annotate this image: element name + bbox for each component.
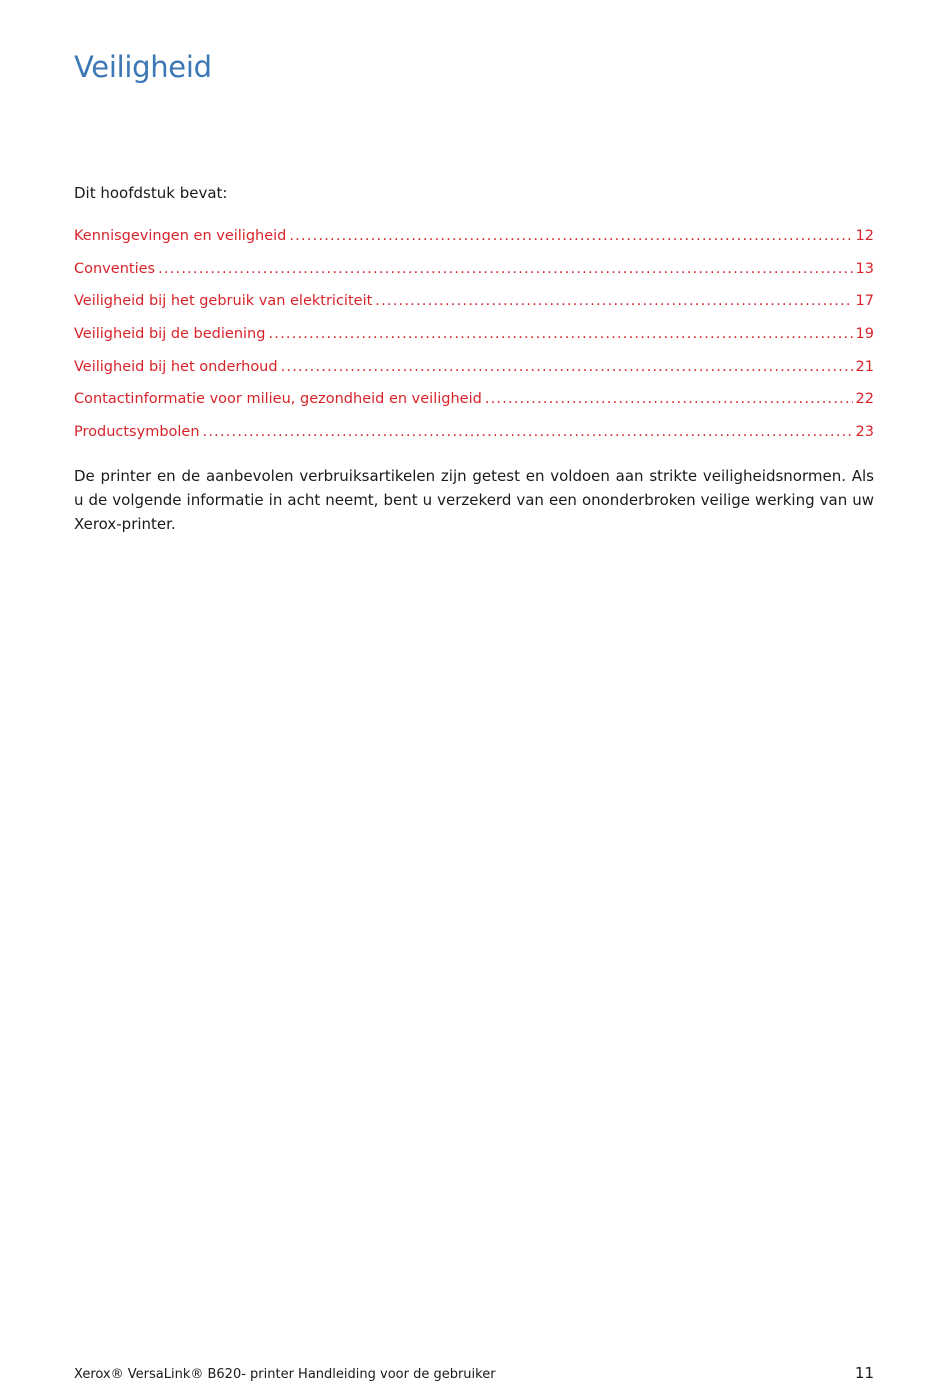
toc-entry-bediening[interactable] xyxy=(74,326,874,359)
toc-dot-leader xyxy=(203,424,853,440)
toc-entry-label: Conventies xyxy=(74,260,156,277)
toc-entry-productsymbolen[interactable] xyxy=(74,424,874,457)
footer-product-title: Xerox® VersaLink® B620- printer Handleiding voor de gebruiker xyxy=(74,1367,496,1382)
toc-entry-page: 19 xyxy=(855,326,874,343)
toc-dot-leader xyxy=(158,261,852,277)
toc-entry-conventies[interactable] xyxy=(74,261,874,294)
toc-dot-leader xyxy=(281,359,853,375)
table-of-contents xyxy=(74,228,874,457)
toc-entry-label: Veiligheid bij de bediening xyxy=(74,326,266,343)
toc-entry-label: Contactinformatie voor milieu, gezondheid en veiligheid xyxy=(74,391,482,408)
page-number: 11 xyxy=(854,1364,874,1382)
toc-entry-page: 12 xyxy=(855,228,874,244)
toc-entry-label: Veiligheid bij het gebruik van elektriciteit xyxy=(74,293,373,310)
page-footer xyxy=(74,1364,874,1382)
page-title: Veiligheid xyxy=(74,50,212,84)
chapter-intro: Dit hoofdstuk bevat: xyxy=(74,184,228,202)
toc-dot-leader xyxy=(289,228,852,244)
toc-entry-label: Kennisgevingen en veiligheid xyxy=(74,228,287,244)
toc-entry-page: 17 xyxy=(855,293,874,310)
toc-dot-leader xyxy=(485,391,853,407)
toc-entry-page: 22 xyxy=(855,391,874,408)
toc-entry-label: Veiligheid bij het onderhoud xyxy=(74,358,278,375)
toc-entry-kennisgevingen[interactable] xyxy=(74,228,874,261)
toc-entry-onderhoud[interactable] xyxy=(74,359,874,392)
toc-entry-contactinformatie[interactable] xyxy=(74,391,874,424)
toc-dot-leader xyxy=(375,293,852,309)
body-paragraph: De printer en de aanbevolen verbruiksartikelen zijn getest en voldoen aan strikte veiligheidsnormen. Als u de volgende informatie in acht neemt, bent u verzekerd van een ononderbroken veilige werking van uw Xerox-printer. xyxy=(74,467,874,533)
toc-entry-label: Productsymbolen xyxy=(74,424,200,441)
toc-entry-page: 21 xyxy=(855,358,874,375)
toc-entry-elektriciteit[interactable] xyxy=(74,293,874,326)
toc-dot-leader xyxy=(268,326,852,342)
toc-entry-page: 23 xyxy=(855,424,874,441)
toc-entry-page: 13 xyxy=(855,260,874,277)
